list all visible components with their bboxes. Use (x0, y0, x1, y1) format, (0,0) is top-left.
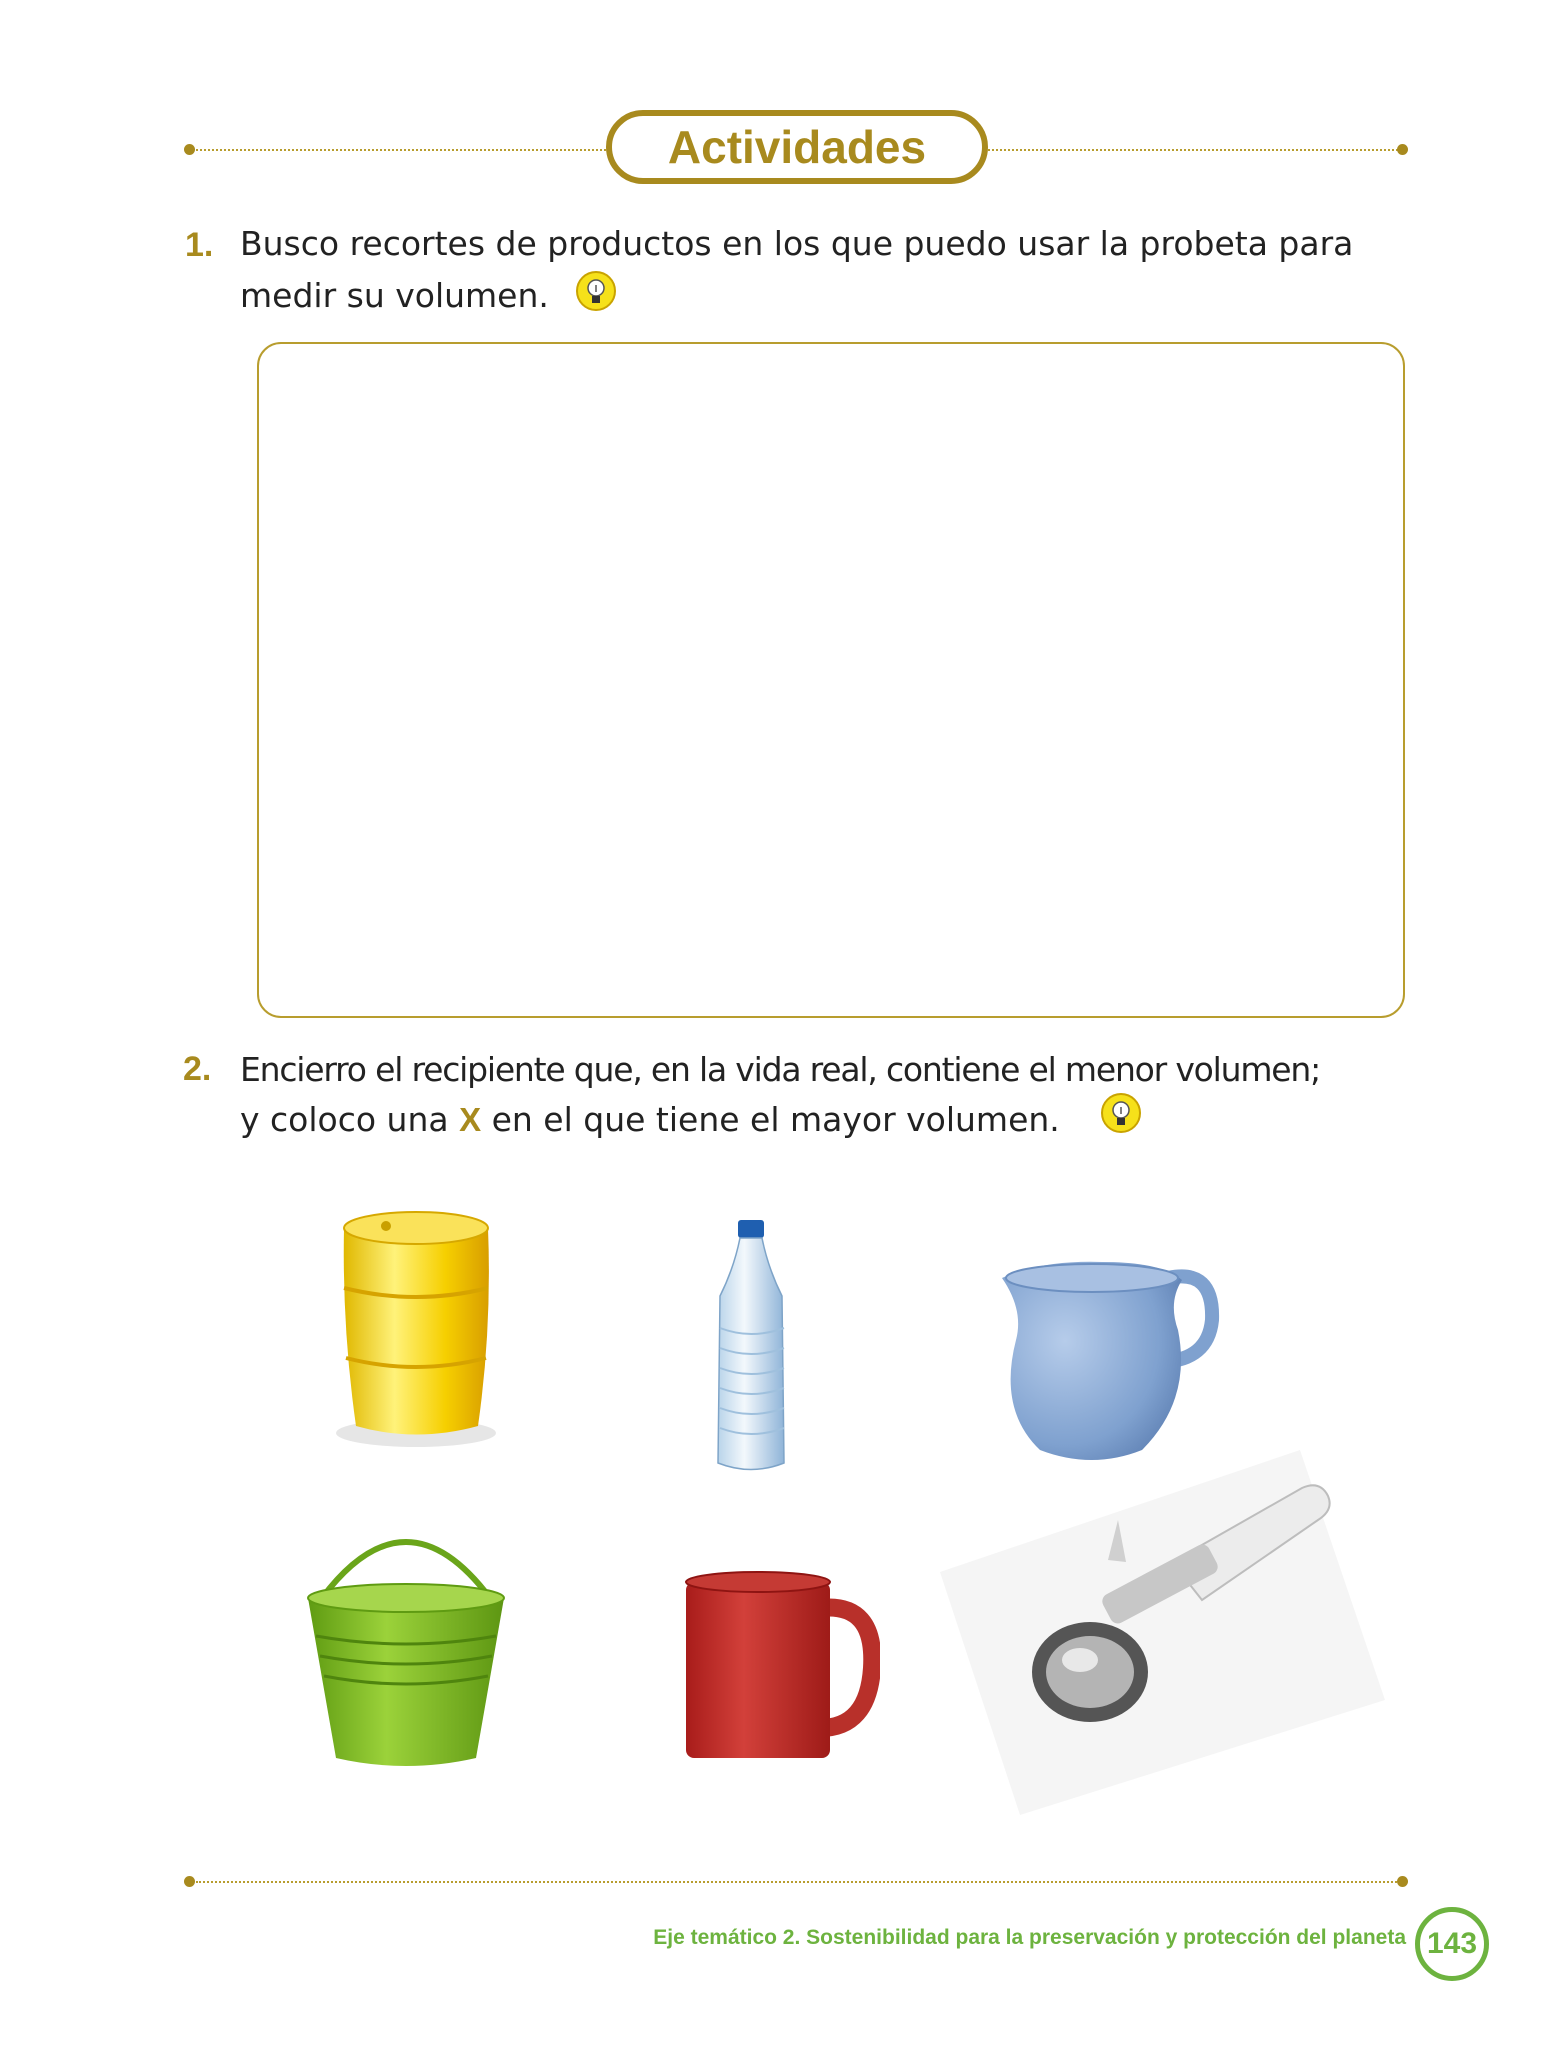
ice-cream-scoop-image[interactable] (940, 1450, 1385, 1815)
header-rule-left (196, 149, 606, 151)
footer-rule (196, 1881, 1400, 1883)
footer-rule-right-dot (1397, 1876, 1408, 1887)
activity-1-number: 1. (185, 226, 214, 264)
header-rule-right-dot (1397, 144, 1408, 155)
x-mark: X (459, 1101, 482, 1138)
activity-2-text-line-1: Encierro el recipiente que, en la vida real, contiene el menor volumen; (240, 1050, 1320, 1089)
activity-2-number: 2. (183, 1050, 212, 1088)
page-number-badge (1415, 1907, 1489, 1981)
lightbulb-icon (575, 270, 617, 312)
answer-box[interactable] (257, 342, 1405, 1018)
section-title-pill (606, 110, 988, 184)
footer-rule-left-dot (184, 1876, 195, 1887)
yellow-barrel-image[interactable] (328, 1208, 508, 1453)
activity-1-text-line-1: Busco recortes de productos en los que puedo usar la probeta para (240, 224, 1354, 263)
activity-2-line2-before: y coloco una (240, 1100, 460, 1139)
red-mug-image[interactable] (680, 1568, 880, 1768)
water-bottle-image[interactable] (706, 1218, 796, 1478)
activity-2-text-line-2 (240, 1100, 1060, 1139)
page-number: 143 (1426, 1927, 1478, 1960)
blue-pitcher-image[interactable] (992, 1250, 1222, 1470)
activity-2-line2-after: en el que tiene el mayor volumen. (481, 1100, 1060, 1139)
header-rule-right (988, 149, 1398, 151)
section-title: Actividades (667, 121, 927, 173)
lightbulb-icon (1100, 1092, 1142, 1134)
green-bucket-image[interactable] (296, 1506, 516, 1771)
activity-1-text-line-2: medir su volumen. (240, 276, 549, 315)
header-rule-left-dot (184, 144, 195, 155)
footer-text: Eje temático 2. Sostenibilidad para la preservación y protección del planeta (653, 1926, 1406, 1949)
